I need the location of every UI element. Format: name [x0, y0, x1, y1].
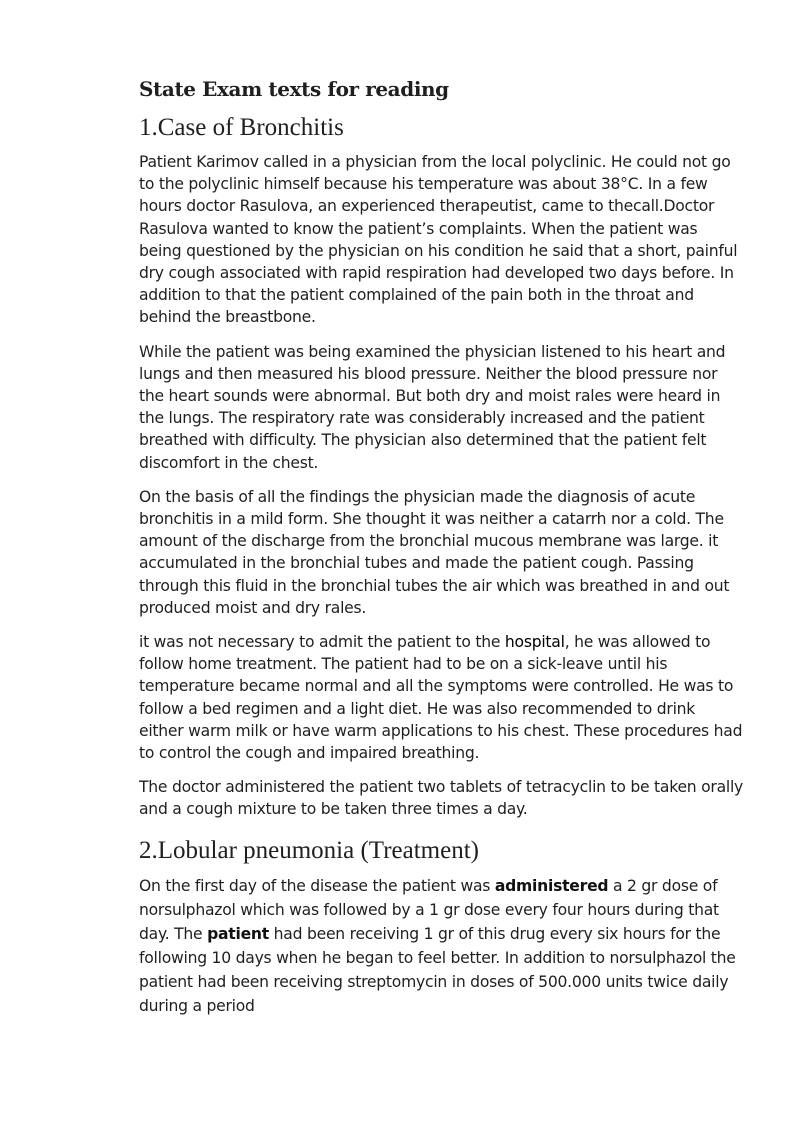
paragraph: While the patient was being examined the physician listened to his heart and lungs and then measured his blood pressure. Neither the blood pressure nor the heart sounds were abnormal. But both dry and moist rales were heard in the lungs. The respiratory rate was considerably increased and the patient breathed with difficulty. The physician also determined that the patient felt discomfort in the chest. — [139, 342, 726, 472]
paragraph: Patient Karimov called in a physician from the local polyclinic. He could not go to the polyclinic himself because his temperature was about 38°C. In a few hours doctor Rasulova, an experienced therapeutist, came to thecall.Doctor Rasulova wanted to know the patient’s complaints. When the patient was being questioned by the physician on his condition he said that a short, painful dry cough associated with rapid respiration had developed two days before. In addition to that the patient complained of the pain both in the throat and behind the breastbone. — [139, 153, 738, 327]
document-title: State Exam texts for reading — [139, 77, 449, 101]
paragraph-text: a 2 gr dose of norsulphazol which was followed by a 1 gr dose every four hours during that day. The — [139, 876, 719, 943]
paragraph — [139, 631, 744, 764]
hospital-word: hospital — [504, 633, 565, 652]
paragraph-text: , he was allowed to follow home treatment. The patient had to be on a sick-leave until his temperature became normal and all the symptoms were controlled. He was to follow a bed regimen and a light diet. He was also recommended to drink either warm milk or have warm applications to his chest. These procedures had to control the cough and impaired breathing. — [139, 633, 743, 763]
document-body — [139, 76, 744, 1030]
paragraph: The doctor administered the patient two tablets of tetracyclin to be taken orally and a cough mixture to be taken three times a day. — [139, 778, 744, 819]
paragraph-text: On the first day of the disease the patient was — [139, 876, 495, 895]
bold-word-administered: administered — [494, 876, 609, 895]
paragraph: On the basis of all the findings the physician made the diagnosis of acute bronchitis in a mild form. She thought it was neither a catarrh nor a cold. The amount of the discharge from the bronchial mucous membrane was large. it accumulated in the bronchial tubes and made the patient cough. Passing through this fluid in the bronchial tubes the air which was breathed in and out produced moist and dry rales. — [139, 487, 730, 617]
section-heading-pneumonia: 2.Lobular pneumonia (Treatment) — [139, 836, 479, 864]
paragraph — [139, 874, 744, 1018]
bold-word-patient: patient — [207, 924, 269, 943]
paragraph-text: had been receiving 1 gr of this drug every six hours for the following 10 days when he began to feel better. In addition to norsulphazol the patient had been receiving streptomycin in doses of 500.000 units twice daily during a period — [139, 924, 736, 1015]
section-heading-bronchitis: 1.Case of Bronchitis — [139, 114, 344, 141]
paragraph-text: it was not necessary to admit the patient to the — [139, 633, 505, 652]
